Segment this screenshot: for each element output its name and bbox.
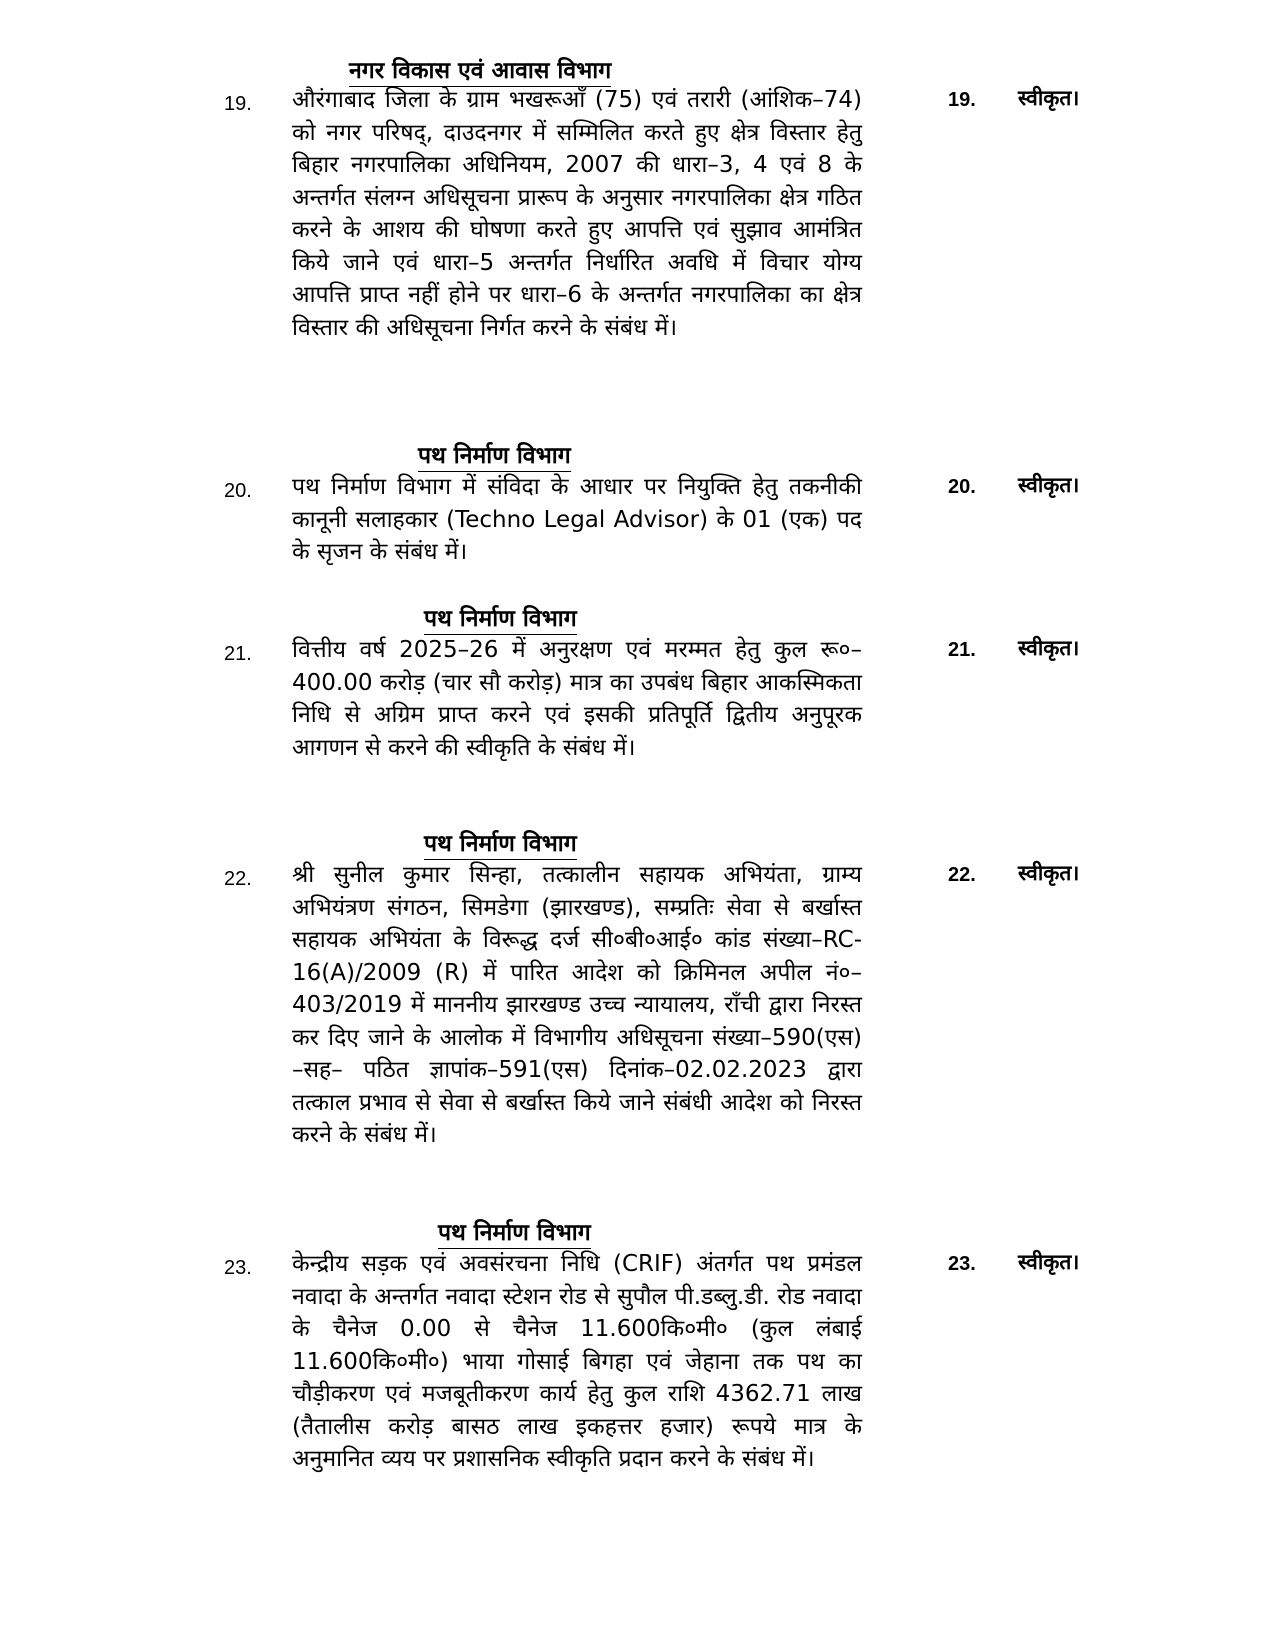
item-description: पथ निर्माण विभाग में संविदा के आधार पर नियुक्ति हेतु तकनीकी कानूनी सलाहकार (Techno Legal Advisor) के 01 (एक) पद के सृजन के संबंध में। bbox=[292, 474, 862, 565]
item-number: 22. bbox=[224, 868, 252, 890]
decision-status: स्वीकृत। bbox=[1018, 1250, 1080, 1274]
item-description: श्री सुनील कुमार सिन्हा, तत्कालीन सहायक अभियंता, ग्राम्य अभियंत्रण संगठन, सिमडेगा (झारखण्ड), सम्प्रतिः सेवा से बर्खास्त सहायक अभियंता के विरूद्ध दर्ज सी०बी०आई० कांड संख्या–RC-16(A)/2009 (R) में पारित आदेश को क्रिमिनल अपील नं०–403/2019 में माननीय झारखण्ड उच्च न्यायालय, राँची द्वारा निरस्त कर दिए जाने के आलोक में विभागीय अधिसूचना संख्या–590(एस) –सह– पठित ज्ञापांक–591(एस) दिनांक–02.02.2023 द्वारा तत्काल प्रभाव से सेवा से बर्खास्त किये जाने संबंधी आदेश को निरस्त करने के संबंध में। bbox=[292, 862, 862, 1148]
item-number: 21. bbox=[224, 643, 252, 665]
decision-number: 23. bbox=[948, 1253, 976, 1275]
decision-number: 20. bbox=[948, 476, 976, 498]
department-heading: पथ निर्माण विभाग bbox=[424, 829, 577, 860]
item-number: 19. bbox=[224, 93, 252, 115]
decision-number: 19. bbox=[948, 89, 976, 111]
decision-number: 22. bbox=[948, 864, 976, 886]
department-heading: पथ निर्माण विभाग bbox=[418, 441, 571, 472]
item-description: औरंगाबाद जिला के ग्राम भखरूआँ (75) एवं तरारी (आंशिक–74) को नगर परिषद्, दाउदनगर में सम्मिलित करते हुए क्षेत्र विस्तार हेतु बिहार नगरपालिका अधिनियम, 2007 की धारा–3, 4 एवं 8 के अन्तर्गत संलग्न अधिसूचना प्रारूप के अनुसार नगरपालिका क्षेत्र गठित करने के आशय की घोषणा करते हुए आपत्ति एवं सुझाव आमंत्रित किये जाने एवं धारा–5 अन्तर्गत निर्धारित अवधि में विचार योग्य आपत्ति प्राप्त नहीं होने पर धारा–6 के अन्तर्गत नगरपालिका का क्षेत्र विस्तार की अधिसूचना निर्गत करने के संबंध में। bbox=[292, 87, 862, 341]
item-description: वित्तीय वर्ष 2025–26 में अनुरक्षण एवं मरम्मत हेतु कुल रू०–400.00 करोड़ (चार सौ करोड़) मात्र का उपबंध बिहार आकस्मिकता निधि से अग्रिम प्राप्त करने एवं इसकी प्रतिपूर्ति द्वितीय अनुपूरक आगणन से करने की स्वीकृति के संबंध में। bbox=[292, 637, 862, 761]
department-heading: पथ निर्माण विभाग bbox=[438, 1218, 591, 1249]
item-number: 20. bbox=[224, 480, 252, 502]
decision-number: 21. bbox=[948, 639, 976, 661]
decision-status: स्वीकृत। bbox=[1018, 861, 1080, 885]
decision-status: स्वीकृत। bbox=[1018, 636, 1080, 660]
item-number: 23. bbox=[224, 1257, 252, 1279]
department-heading: पथ निर्माण विभाग bbox=[424, 604, 577, 635]
decision-status: स्वीकृत। bbox=[1018, 473, 1080, 497]
decision-status: स्वीकृत। bbox=[1018, 86, 1080, 110]
item-description: केन्द्रीय सड़क एवं अवसंरचना निधि (CRIF) अंतर्गत पथ प्रमंडल नवादा के अन्तर्गत नवादा स्टेशन रोड से सुपौल पी.डब्लु.डी. रोड नवादा के चैनेज 0.00 से चैनेज 11.600कि०मी० (कुल लंबाई 11.600कि०मी०) भाया गोसाई बिगहा एवं जेहाना तक पथ का चौड़ीकरण एवं मजबूतीकरण कार्य हेतु कुल राशि 4362.71 लाख (तैतालीस करोड़ बासठ लाख इकहत्तर हजार) रूपये मात्र के अनुमानित व्यय पर प्रशासनिक स्वीकृति प्रदान करने के संबंध में। bbox=[292, 1251, 862, 1472]
department-heading: नगर विकास एवं आवास विभाग bbox=[349, 56, 611, 87]
